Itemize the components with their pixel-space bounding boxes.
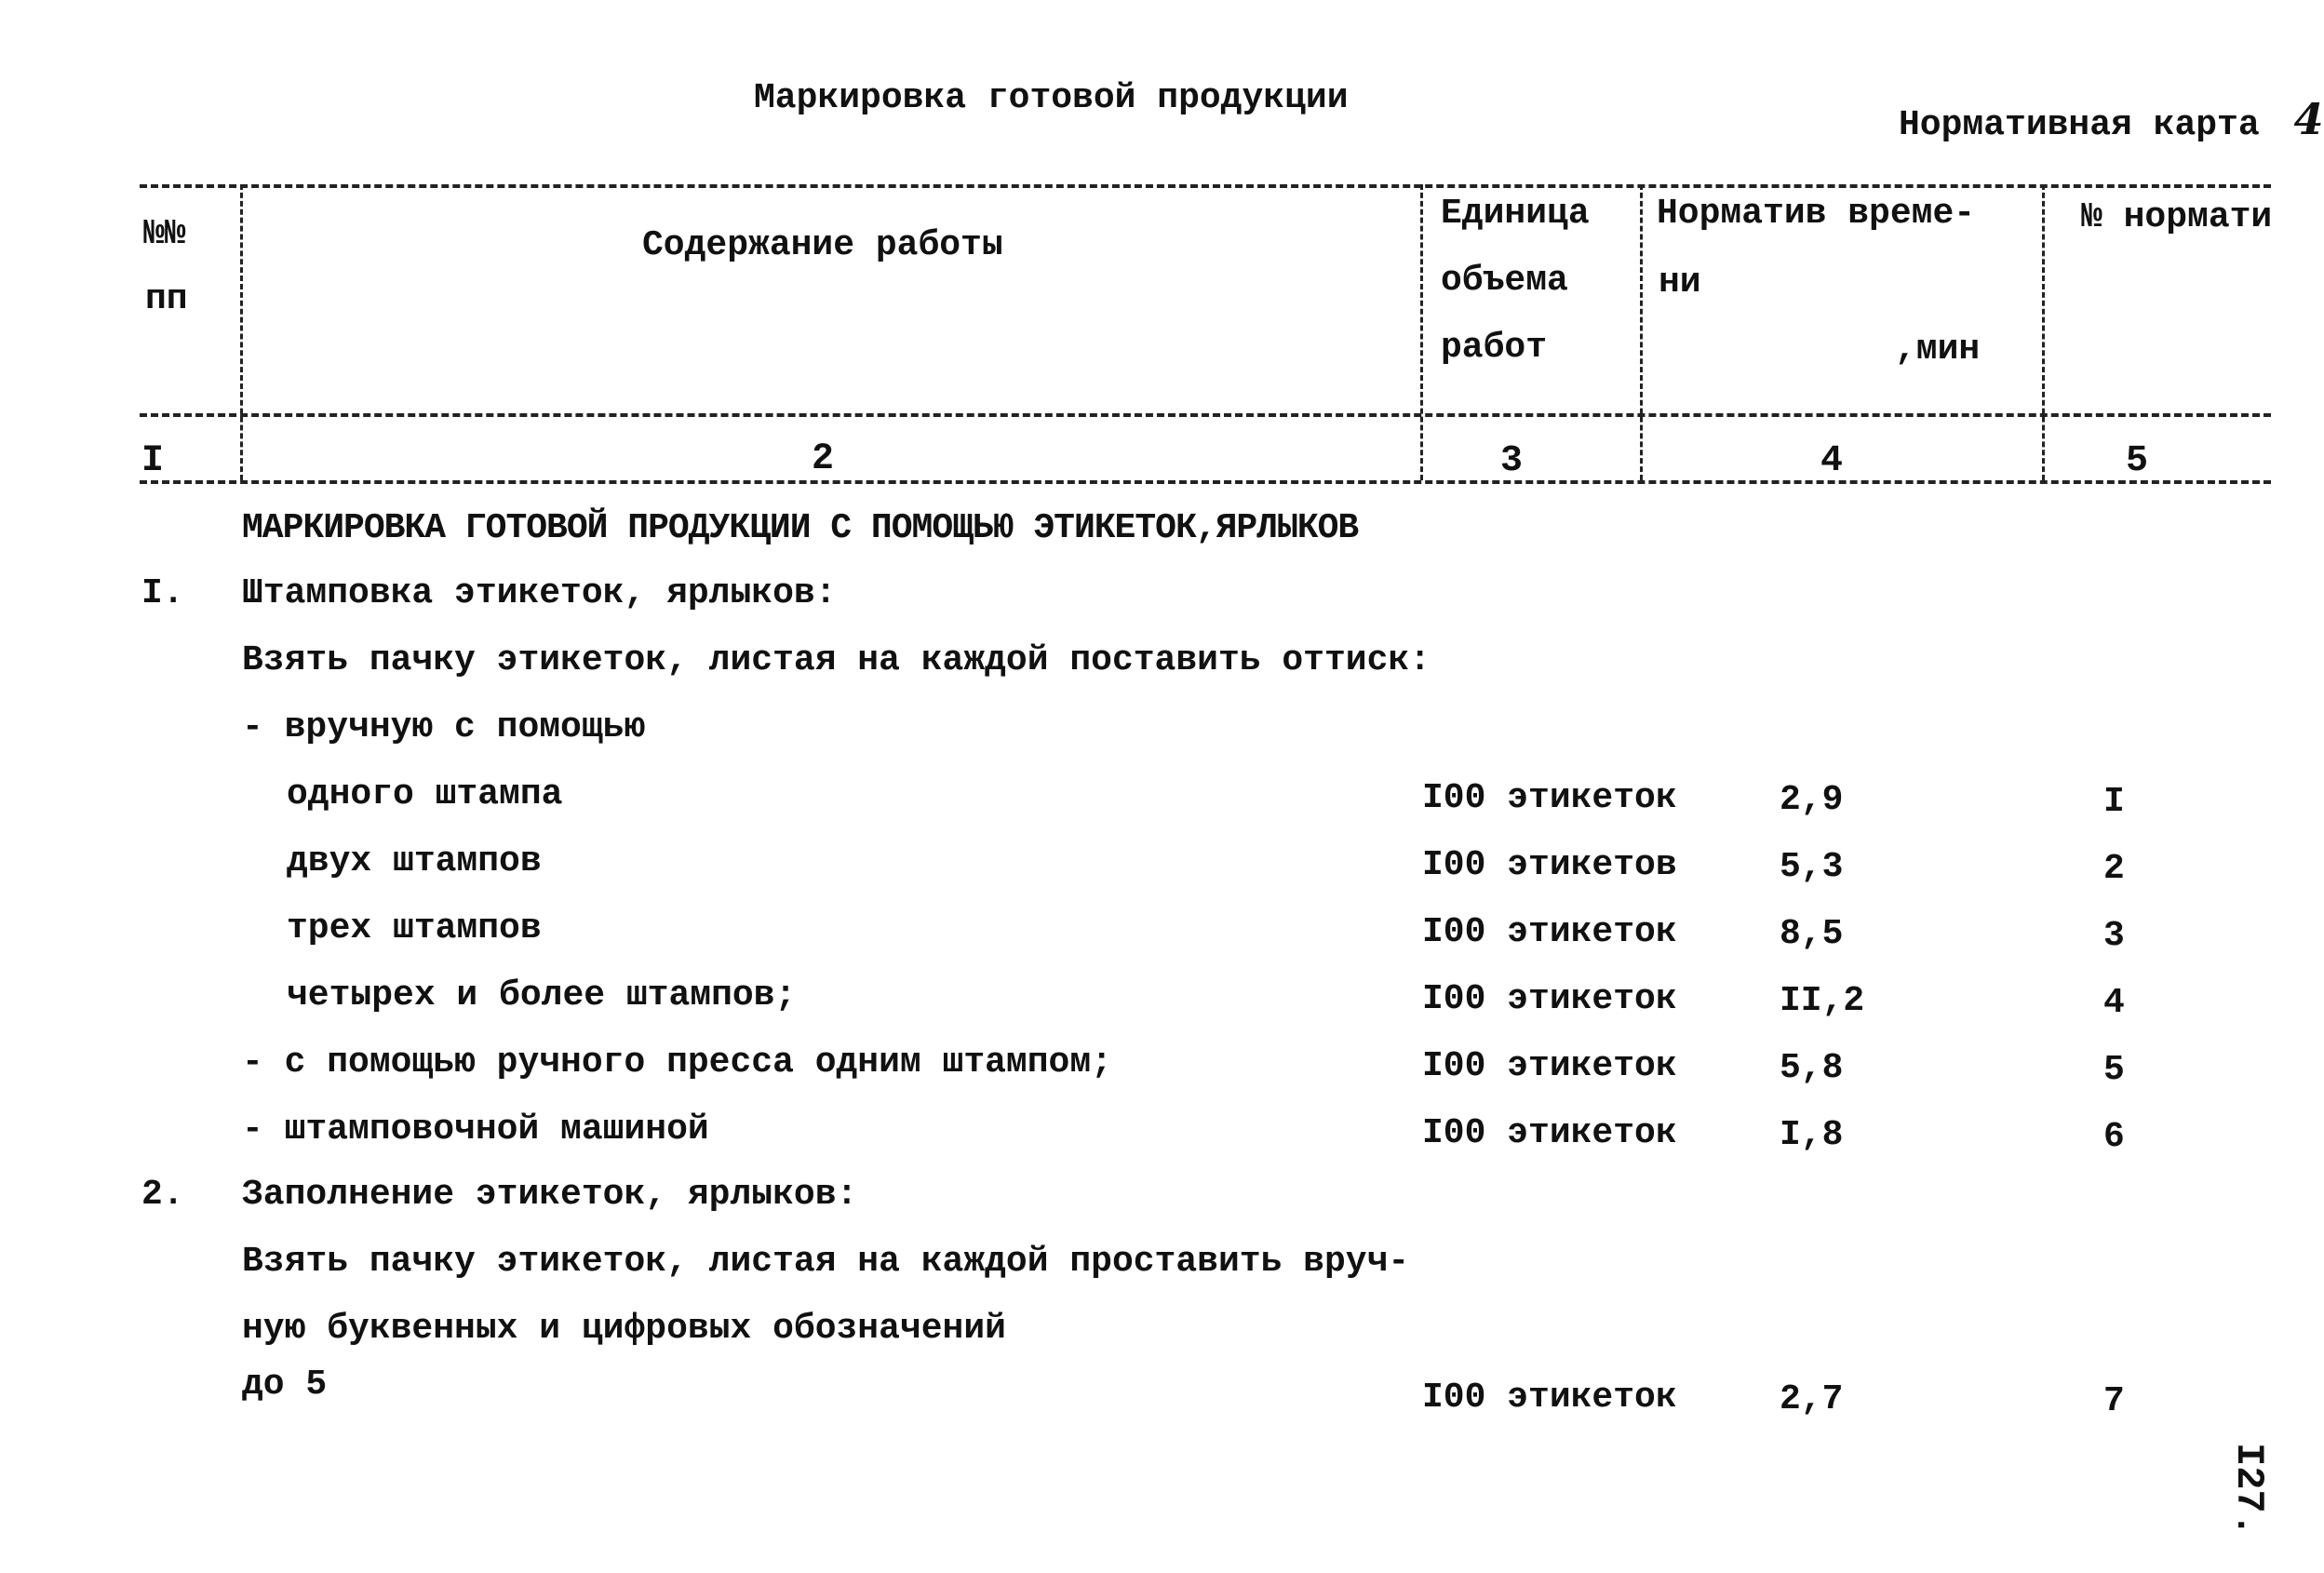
row-unit: I00 этикеток <box>1422 1046 1677 1086</box>
row-norm: 5 <box>2103 1050 2125 1090</box>
row-norm: 6 <box>2103 1117 2125 1157</box>
col-number-5: 5 <box>2126 440 2149 482</box>
normative-card-number: 4 <box>2293 94 2324 144</box>
row-unit: I00 этикеток <box>1422 778 1677 818</box>
row-text: двух штампов <box>287 841 542 881</box>
item1-subheading: - вручную с помощью <box>242 707 646 747</box>
col-number-4: 4 <box>1820 440 1844 482</box>
col4-header-line1: Норматив време- <box>1657 194 1976 234</box>
item1-number: I. <box>141 573 184 613</box>
row-norm: I <box>2103 782 2125 822</box>
page-title: Маркировка готовой продукции <box>754 78 1349 118</box>
row-time: 2,7 <box>1780 1379 1844 1419</box>
row-unit: I00 этикеток <box>1422 979 1677 1019</box>
item2-description-line1: Взять пачку этикеток, листая на каждой проставить вруч- <box>242 1242 1410 1282</box>
col-sep-1 <box>240 184 243 480</box>
item2-number: 2. <box>141 1175 184 1215</box>
col4-header-line2: ни <box>1659 262 1701 302</box>
col-number-1: I <box>141 440 165 482</box>
section-title: МАРКИРОВКА ГОТОВОЙ ПРОДУКЦИИ С ПОМОЩЬЮ ЭТИКЕТОК,ЯРЛЫКОВ <box>242 508 1359 548</box>
row-text: - с помощью ручного пресса одним штампом; <box>242 1042 1112 1082</box>
col3-header-line1: Единица <box>1441 194 1590 234</box>
row-norm: 3 <box>2103 916 2125 956</box>
normative-card-text: Нормативная карта <box>1899 105 2260 145</box>
row-text: до 5 <box>242 1365 328 1405</box>
col1-header-line1: №№ <box>143 214 186 254</box>
table-top-rule <box>140 184 2271 188</box>
table-bottom-rule <box>140 480 2271 484</box>
col5-header: № нормати <box>2081 197 2273 237</box>
col-number-2: 2 <box>812 438 835 480</box>
col-number-3: 3 <box>1500 440 1524 482</box>
item2-description-line2: ную буквенных и цифровых обозначений <box>242 1309 1006 1349</box>
row-text: одного штампа <box>287 774 563 814</box>
row-norm: 7 <box>2103 1381 2125 1421</box>
col1-header-line2: пп <box>145 279 188 319</box>
row-text: - штамповочной машиной <box>242 1109 709 1150</box>
row-time: I,8 <box>1780 1115 1844 1155</box>
normative-card-label <box>1899 94 2324 146</box>
row-time: 5,3 <box>1780 847 1844 887</box>
row-unit: I00 этикеток <box>1422 1378 1677 1418</box>
col-sep-2 <box>1420 184 1423 480</box>
row-time: II,2 <box>1780 981 1865 1021</box>
col3-header-line3: работ <box>1441 328 1548 368</box>
item1-title: Штамповка этикеток, ярлыков: <box>242 573 837 613</box>
row-unit: I00 этикеток <box>1422 1113 1677 1153</box>
row-norm: 2 <box>2103 849 2125 889</box>
row-text: четырех и более штампов; <box>287 975 797 1015</box>
item2-title: Заполнение этикеток, ярлыков: <box>242 1175 858 1215</box>
row-norm: 4 <box>2103 983 2125 1023</box>
table-mid-rule <box>140 413 2271 417</box>
row-text: трех штампов <box>287 908 542 948</box>
col-sep-4 <box>2042 184 2045 480</box>
col2-header: Содержание работы <box>642 225 1003 265</box>
page-number: I27. <box>2226 1443 2271 1537</box>
row-time: 2,9 <box>1780 780 1844 820</box>
row-time: 5,8 <box>1780 1048 1844 1088</box>
col4-header-line3: ,мин <box>1895 329 1981 370</box>
row-unit: I00 этикетов <box>1422 845 1677 885</box>
row-time: 8,5 <box>1780 914 1844 954</box>
item1-description: Взять пачку этикеток, листая на каждой поставить оттиск: <box>242 640 1431 680</box>
col-sep-3 <box>1640 184 1643 480</box>
col3-header-line2: объема <box>1441 261 1568 301</box>
row-unit: I00 этикеток <box>1422 912 1677 952</box>
